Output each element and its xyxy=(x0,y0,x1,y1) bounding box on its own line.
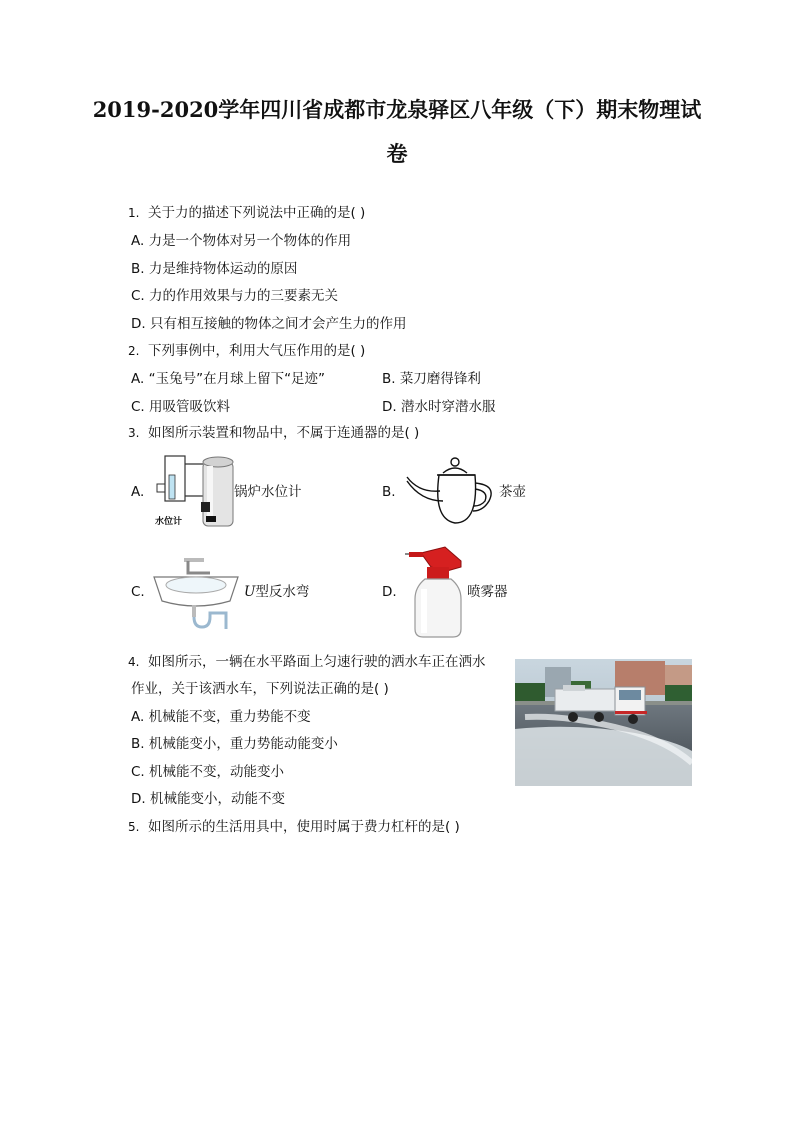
option-c-label-text: 型反水弯 xyxy=(255,584,310,600)
option-c: C. 用吸管吸饮料 xyxy=(131,399,231,415)
option-c: C. 机械能不变，动能变小 xyxy=(131,764,285,780)
sink-u-trap-figure xyxy=(150,553,242,631)
option-d: D. 机械能变小，动能不变 xyxy=(131,791,285,807)
question-number: 1. xyxy=(128,206,140,220)
question-stem-continued: 作业，关于该洒水车，下列说法正确的是( ) xyxy=(131,681,389,697)
option-d: D. 只有相互接触的物体之间才会产生力的作用 xyxy=(131,316,407,332)
page-title-continued: 卷 xyxy=(386,141,408,166)
question-number: 4. xyxy=(128,655,140,669)
sprayer-figure xyxy=(403,543,467,641)
question-stem: 如图所示的生活用具中，使用时属于费力杠杆的是( ) xyxy=(148,819,460,835)
question-2 xyxy=(128,343,365,359)
question-number: 3. xyxy=(128,426,140,440)
question-stem: 如图所示，一辆在水平路面上匀速行驶的洒水车正在洒水 xyxy=(148,654,486,670)
option-a: A. 机械能不变，重力势能不变 xyxy=(131,709,311,725)
option-b: B. 机械能变小，重力势能动能变小 xyxy=(131,736,338,752)
option-a-letter: A. xyxy=(131,484,145,500)
question-stem: 如图所示装置和物品中，不属于连通器的是( ) xyxy=(148,425,420,441)
question-number: 5. xyxy=(128,820,140,834)
question-1 xyxy=(128,205,365,221)
option-d-label: 喷雾器 xyxy=(467,584,508,600)
option-b: B. 力是维持物体运动的原因 xyxy=(131,261,298,277)
question-stem: 关于力的描述下列说法中正确的是( ) xyxy=(148,205,366,221)
option-c-label xyxy=(244,584,309,600)
question-3 xyxy=(128,425,419,441)
option-a: A. 力是一个物体对另一个物体的作用 xyxy=(131,233,352,249)
option-d-letter: D. xyxy=(382,584,397,600)
option-d: D. 潜水时穿潜水服 xyxy=(382,399,496,415)
option-b: B. 菜刀磨得锋利 xyxy=(382,371,481,387)
question-stem: 下列事例中，利用大气压作用的是( ) xyxy=(148,343,366,359)
option-a: A. “玉兔号”在月球上留下“足迹” xyxy=(131,371,326,387)
sprinkler-truck-photo xyxy=(515,659,692,786)
page-title: 2019-2020学年四川省成都市龙泉驿区八年级（下）期末物理试 xyxy=(92,97,702,122)
water-gauge-caption: 水位计 xyxy=(155,517,183,527)
boiler-water-gauge-figure xyxy=(151,450,239,530)
option-b-label: 茶壶 xyxy=(499,484,526,500)
option-c: C. 力的作用效果与力的三要素无关 xyxy=(131,288,339,304)
option-a-label: 锅炉水位计 xyxy=(234,484,302,500)
u-letter: U xyxy=(244,584,256,600)
option-b-letter: B. xyxy=(382,484,396,500)
question-number: 2. xyxy=(128,344,140,358)
question-4 xyxy=(128,654,486,670)
question-5 xyxy=(128,819,460,835)
teapot-figure xyxy=(403,455,499,529)
option-c-letter: C. xyxy=(131,584,145,600)
